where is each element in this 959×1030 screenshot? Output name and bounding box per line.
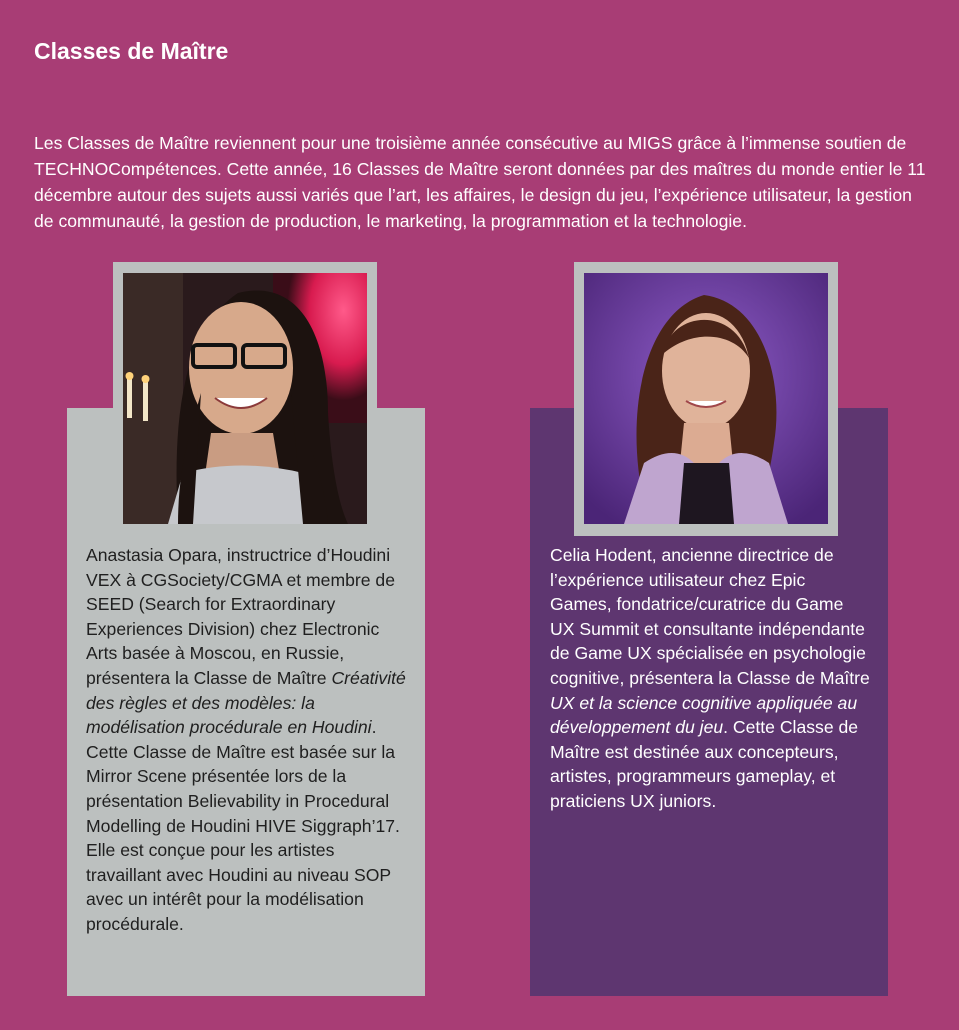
speaker-photo-2 — [584, 273, 828, 524]
class-title: UX et la science cognitive appliquée au développement du jeu — [550, 692, 858, 738]
speaker-photo-1 — [123, 273, 367, 524]
bio-text: . Cette Classe de Maître est destinée aux concepteurs, artistes, programmeurs gameplay, et praticiens UX juniors. — [550, 717, 859, 811]
page-title: Classes de Maître — [34, 38, 229, 64]
bio-text: Celia Hodent, ancienne directrice de l’expérience utilisateur chez Epic Games, fondatrice/curatrice du Game UX Summit et consultante indépendante de Game UX spécialisée en psychologie cognitive, présentera la Classe de Maître — [550, 545, 870, 688]
bio-text: Anastasia Opara, instructrice d’Houdini VEX à CGSociety/CGMA et membre de SEED (Search for Extraordinary Experiences Division) chez Electronic Arts basée à Moscou, en Russie, présentera la Classe de Maître — [86, 545, 395, 688]
speaker-bio-1 — [86, 543, 406, 937]
bio-text: . Cette Classe de Maître est basée sur la Mirror Scene présentée lors de la présentation Believability in Procedural Modelling de Houdini HIVE Siggraph’17. Elle est conçue pour les artistes travaillant avec Houdini au niveau SOP avec un intérêt pour la modélisation procédurale. — [86, 717, 400, 934]
class-title: Créativité des règles et des modèles: la modélisation procédurale en Houdini — [86, 667, 406, 738]
speaker-photo-frame-1 — [113, 262, 377, 536]
speaker-bio-2 — [550, 543, 870, 814]
intro-paragraph: Les Classes de Maître reviennent pour une troisième année consécutive au MIGS grâce à l’immense soutien de TECHNOCompétences. Cette année, 16 Classes de Maître seront données par des maîtres du monde entier le 11 décembre autour des sujets aussi variés que l’art, les affaires, le design du jeu, l’expérience utilisateur, la gestion de communauté, la gestion de production, le marketing, la programmation et la technologie. — [34, 133, 926, 231]
speaker-photo-frame-2 — [574, 262, 838, 536]
